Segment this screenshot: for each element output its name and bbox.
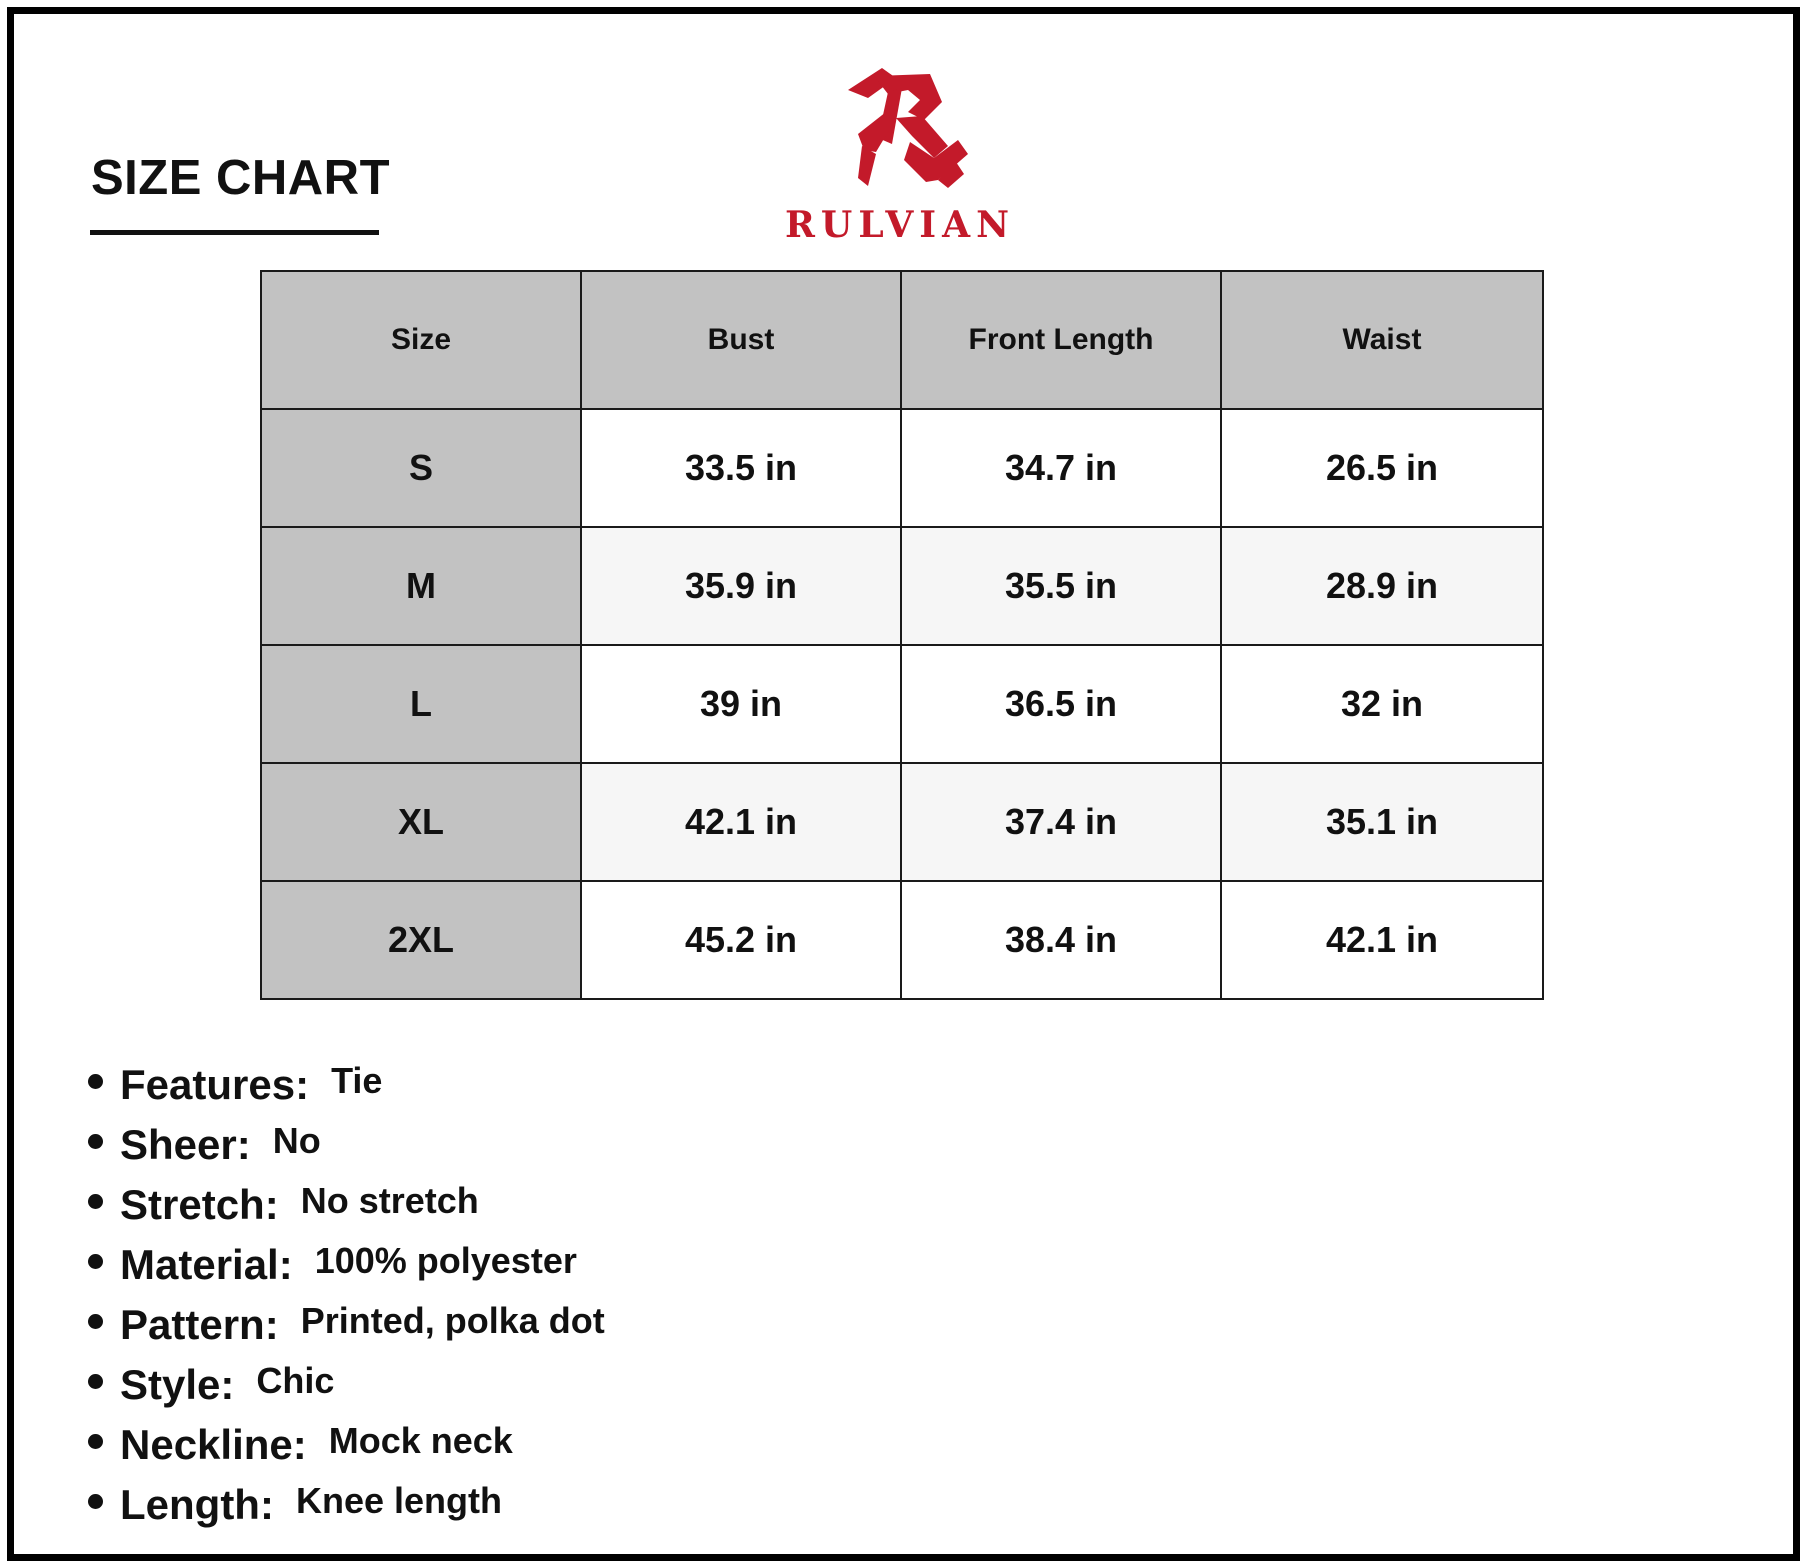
waist-cell: 28.9 in: [1221, 527, 1543, 645]
feature-label: Sheer:: [120, 1121, 251, 1168]
size-table: [260, 270, 1544, 1000]
bullet-icon: [88, 1254, 103, 1269]
bust-cell: 35.9 in: [581, 527, 901, 645]
table-row: [261, 527, 1543, 645]
bullet-icon: [88, 1374, 103, 1389]
list-item: [88, 1415, 605, 1475]
list-item: [88, 1175, 605, 1235]
bust-cell: 45.2 in: [581, 881, 901, 999]
bullet-icon: [88, 1074, 103, 1089]
list-item: [88, 1355, 605, 1415]
feature-value: Knee length: [295, 1480, 502, 1521]
brand-logo: [780, 62, 1050, 252]
table-row: [261, 763, 1543, 881]
list-item: [88, 1475, 605, 1535]
features-list: [88, 1055, 605, 1535]
table-row: [261, 881, 1543, 999]
bust-cell: 42.1 in: [581, 763, 901, 881]
list-item: [88, 1055, 605, 1115]
list-item: [88, 1235, 605, 1295]
feature-value: Chic: [256, 1360, 335, 1401]
table-row: [261, 409, 1543, 527]
waist-cell: 42.1 in: [1221, 881, 1543, 999]
feature-label: Material:: [120, 1241, 293, 1288]
feature-value: Tie: [331, 1060, 383, 1101]
waist-cell: 26.5 in: [1221, 409, 1543, 527]
size-cell: M: [261, 527, 581, 645]
size-cell: S: [261, 409, 581, 527]
feature-label: Features:: [120, 1061, 310, 1108]
bullet-icon: [88, 1194, 103, 1209]
list-item: [88, 1295, 605, 1355]
front-length-cell: 34.7 in: [901, 409, 1221, 527]
feature-label: Pattern:: [120, 1301, 279, 1348]
page-title: SIZE CHART: [91, 151, 390, 205]
header-waist: Waist: [1221, 271, 1543, 409]
front-length-cell: 35.5 in: [901, 527, 1221, 645]
bullet-icon: [88, 1494, 103, 1509]
feature-value: No: [272, 1120, 321, 1161]
feature-label: Neckline:: [120, 1421, 307, 1468]
feature-value: Printed, polka dot: [300, 1300, 605, 1341]
header-bust: Bust: [581, 271, 901, 409]
header-front-length: Front Length: [901, 271, 1221, 409]
list-item: [88, 1115, 605, 1175]
rulvian-r-logo-icon: [838, 62, 968, 197]
size-cell: L: [261, 645, 581, 763]
table-row: [261, 645, 1543, 763]
front-length-cell: 38.4 in: [901, 881, 1221, 999]
feature-label: Style:: [120, 1361, 235, 1408]
header-size: Size: [261, 271, 581, 409]
feature-label: Stretch:: [120, 1181, 279, 1228]
waist-cell: 32 in: [1221, 645, 1543, 763]
table-header-row: [261, 271, 1543, 409]
bust-cell: 33.5 in: [581, 409, 901, 527]
feature-label: Length:: [120, 1481, 274, 1528]
brand-name: RULVIAN: [785, 204, 1015, 246]
waist-cell: 35.1 in: [1221, 763, 1543, 881]
feature-value: 100% polyester: [314, 1240, 577, 1281]
front-length-cell: 36.5 in: [901, 645, 1221, 763]
title-underline: [90, 230, 379, 235]
bust-cell: 39 in: [581, 645, 901, 763]
feature-value: No stretch: [300, 1180, 479, 1221]
size-cell: XL: [261, 763, 581, 881]
size-cell: 2XL: [261, 881, 581, 999]
bullet-icon: [88, 1314, 103, 1329]
bullet-icon: [88, 1134, 103, 1149]
feature-value: Mock neck: [328, 1420, 513, 1461]
front-length-cell: 37.4 in: [901, 763, 1221, 881]
bullet-icon: [88, 1434, 103, 1449]
